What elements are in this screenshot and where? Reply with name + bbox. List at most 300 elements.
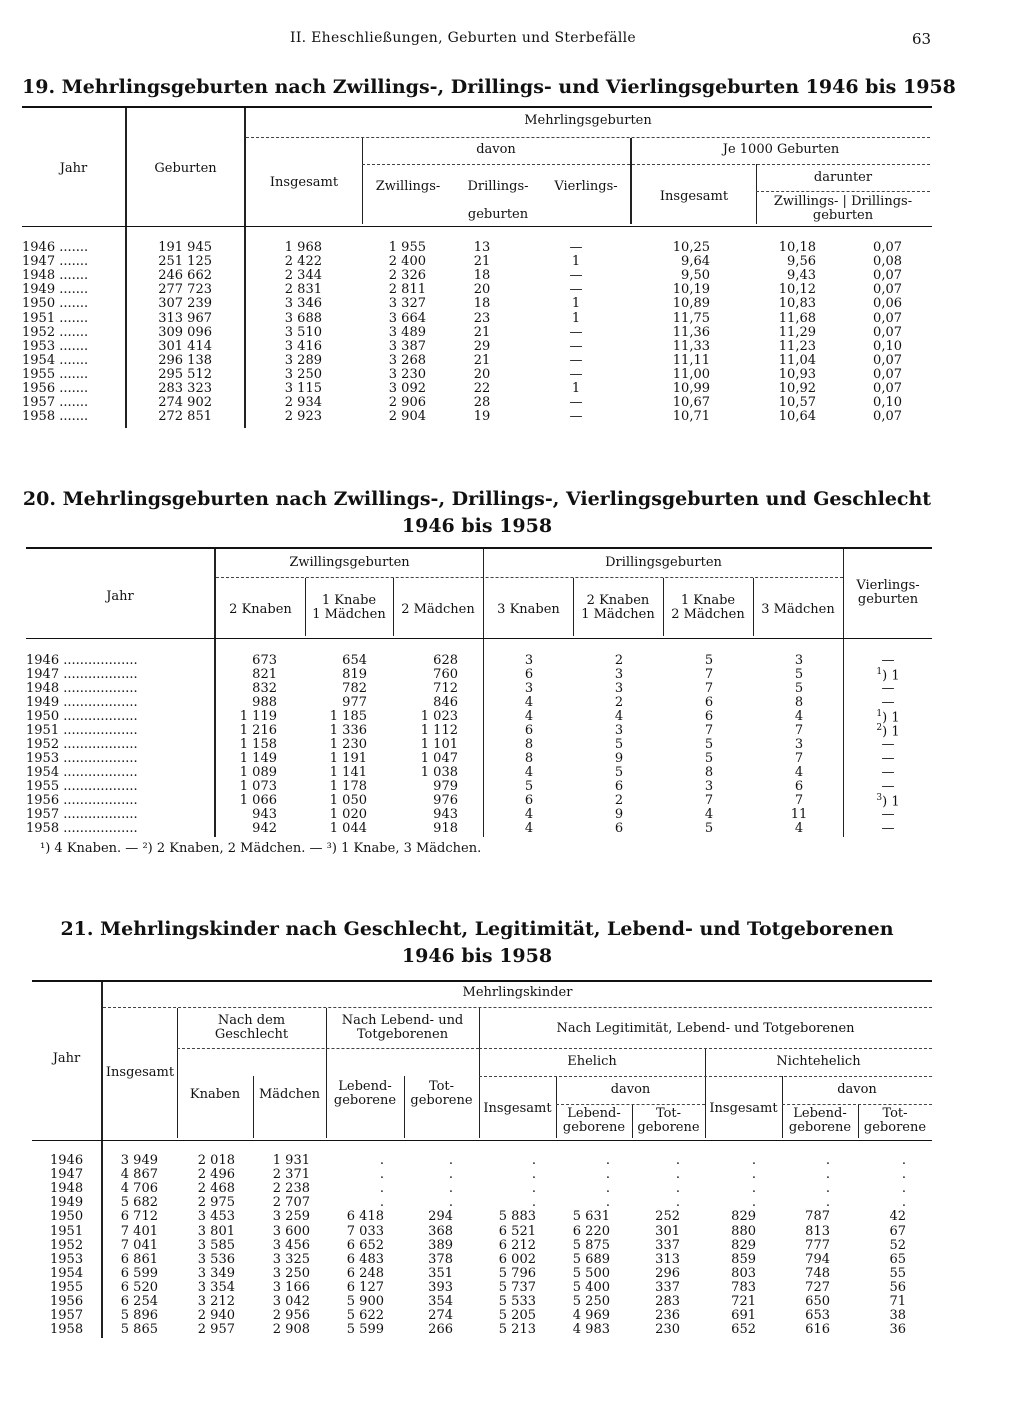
t21-cell: 6 220	[572, 1223, 610, 1239]
t19-h-vierlings: Vierlings-	[554, 179, 618, 194]
table-21-title-line2: 1946 bis 1958	[401, 945, 553, 967]
t21-h-nichtehelich: Nichtehelich	[776, 1054, 861, 1069]
t21-cell: .	[901, 1153, 906, 1168]
t21-h-davon-e: davon	[610, 1082, 651, 1097]
t19-cell: 18	[473, 268, 491, 284]
t20-year: 1958 ..................	[26, 821, 138, 836]
t21-h-knaben: Knaben	[189, 1087, 241, 1102]
t20-cell: 832	[252, 681, 277, 696]
t19-h-zwillings: Zwillings-	[375, 179, 441, 194]
t21-year: 1955	[50, 1279, 84, 1295]
t21-cell: 6 212	[498, 1237, 536, 1253]
t20-cell: 5	[704, 653, 714, 668]
t20-h-dr-2k1m-1: 2 Knaben	[586, 593, 650, 608]
t21-rule-5	[556, 1104, 705, 1105]
t19-cell: 2 422	[284, 254, 322, 270]
t21-cell: 313	[655, 1251, 680, 1267]
t21-cell: 2 956	[272, 1308, 310, 1324]
t19-year: 1954 .......	[22, 352, 89, 368]
t21-cell: .	[605, 1181, 610, 1197]
t21-rule-3	[479, 1048, 932, 1049]
t21-rule-6	[782, 1104, 932, 1105]
t19-cell: 29	[473, 338, 491, 354]
t20-cell: 7	[794, 723, 804, 738]
t19-year: 1950 .......	[22, 296, 89, 312]
t19-cell: 3 688	[284, 310, 322, 326]
t19-rule-1	[246, 137, 930, 138]
t21-cell: 3 585	[197, 1237, 235, 1253]
t20-cell: 1 185	[329, 709, 367, 724]
t19-cell: 11,68	[778, 310, 816, 326]
t21-cell: 337	[655, 1237, 680, 1253]
t21-cell: 368	[428, 1223, 453, 1239]
t21-cell: 6 127	[346, 1279, 384, 1295]
t20-cell: 782	[342, 681, 367, 696]
t20-h-vierlings: Vierlings-	[856, 578, 920, 593]
t20-cell: 5	[704, 737, 714, 752]
t20-vierlinge-value: ) 1	[882, 724, 900, 740]
t19-cell: 28	[473, 395, 491, 411]
t19-cell: 21	[473, 352, 491, 368]
t20-cell: 1 119	[239, 709, 277, 724]
t19-cell: 246 662	[158, 268, 212, 284]
t19-year: 1953 .......	[22, 338, 89, 354]
t20-cell: 3	[524, 653, 534, 668]
t21-cell: 294	[428, 1209, 453, 1225]
t19-rule-3	[632, 164, 930, 165]
t19-cell: 10,92	[778, 381, 816, 396]
t20-footnote: ¹) 4 Knaben. — ²) 2 Knaben, 2 Mädchen. — ³) 1 Knabe, 3 Mädchen.	[40, 841, 482, 856]
t19-cell: 3 387	[388, 338, 426, 354]
t20-cell: 1 047	[420, 751, 458, 766]
t21-cell: 2 707	[272, 1195, 310, 1211]
t19-cell: —	[569, 268, 583, 284]
t21-cell: 652	[731, 1322, 756, 1338]
t19-cell: 2 923	[284, 409, 322, 425]
t19-cell: 11,23	[778, 338, 816, 354]
t19-cell: 2 904	[388, 409, 426, 425]
t21-cell: 721	[731, 1294, 756, 1309]
t20-h-zw-mixed-2: 1 Mädchen	[312, 607, 386, 622]
t20-year: 1949 ..................	[26, 695, 138, 710]
t19-year: 1957 .......	[22, 395, 89, 411]
t21-cell: 813	[805, 1223, 830, 1239]
t21-h-insgesamt-e: Insgesamt	[483, 1101, 552, 1116]
t20-cell: 3	[794, 737, 804, 752]
t19-h-je1000: Je 1000 Geburten	[722, 142, 840, 157]
t20-h-zwillingsgeburten: Zwillingsgeburten	[289, 555, 410, 570]
t21-h-insgesamt: Insgesamt	[105, 1065, 175, 1080]
t21-cell: 2 371	[272, 1167, 310, 1183]
t21-h-tot-e-1: Tot-	[655, 1106, 682, 1121]
t20-cell: 4	[524, 709, 534, 724]
t21-cell: 3 166	[272, 1279, 310, 1295]
t19-cell: 21	[473, 254, 491, 270]
t19-cell: 10,99	[672, 381, 710, 396]
t19-cell: 0,07	[873, 268, 902, 284]
t20-cell: 5	[614, 765, 624, 780]
t21-cell: 6 002	[498, 1251, 536, 1267]
t21-cell: 794	[805, 1251, 830, 1267]
t21-cell: 650	[805, 1294, 830, 1309]
t21-cell: 5 631	[572, 1209, 610, 1225]
t20-cell: 7	[704, 667, 714, 682]
t20-h-drillingsgeburten: Drillingsgeburten	[605, 555, 722, 570]
t20-cell: 1 066	[239, 793, 277, 808]
t20-cell: 11	[790, 807, 808, 822]
t20-cell: 1 044	[329, 821, 367, 836]
t19-h-jahr: Jahr	[59, 161, 88, 176]
t21-cell: 296	[655, 1265, 680, 1281]
t19-year: 1951 .......	[22, 310, 89, 326]
t20-year: 1954 ..................	[26, 765, 138, 780]
t21-cell: .	[379, 1195, 384, 1211]
t19-cell: 0,07	[873, 409, 902, 425]
t19-cell: 13	[473, 240, 491, 255]
t20-cell: 1 178	[329, 779, 367, 794]
t21-cell: 2 018	[197, 1153, 235, 1168]
t19-cell: 251 125	[158, 254, 212, 270]
t21-cell: 6 712	[120, 1209, 158, 1225]
t21-cell: 5 900	[346, 1294, 384, 1309]
t21-h-lebend-2: geborene	[333, 1093, 397, 1108]
t19-cell: 2 326	[388, 268, 426, 284]
t20-cell: 5	[614, 737, 624, 752]
t19-cell: 11,75	[672, 310, 710, 326]
t19-cell: 10,18	[778, 240, 816, 255]
t21-cell: 727	[805, 1279, 830, 1295]
t21-rule-1	[103, 1007, 932, 1008]
t20-cell: 819	[342, 667, 367, 682]
t20-cell: 673	[252, 653, 277, 668]
t19-cell: 9,64	[681, 254, 710, 270]
t19-head-bottom-rule	[22, 226, 932, 227]
t21-year: 1956	[50, 1294, 84, 1309]
table-21-title-line1: 21. Mehrlingskinder nach Geschlecht, Legitimität, Lebend- und Totgeborenen	[60, 918, 894, 940]
t19-cell: 9,50	[681, 268, 710, 284]
t19-cell: 2 400	[388, 254, 426, 270]
t20-cell: 1 149	[239, 751, 277, 766]
t21-h-tot-n-1: Tot-	[882, 1106, 908, 1121]
t21-cell: 2 975	[197, 1195, 235, 1211]
t21-cell: 67	[889, 1223, 906, 1239]
t19-cell: 3 489	[388, 324, 426, 340]
t19-h-zw-dr: Zwillings- | Drillings-	[773, 194, 913, 209]
t19-year: 1946 .......	[22, 240, 89, 255]
t21-cell: 4 969	[572, 1308, 610, 1324]
t21-cell: 4 706	[120, 1181, 158, 1197]
t21-cell: 5 737	[498, 1279, 536, 1295]
t19-cell: —	[569, 282, 583, 298]
t21-cell: 378	[428, 1251, 453, 1267]
t21-year: 1952	[50, 1237, 84, 1253]
t21-cell: .	[675, 1181, 680, 1197]
t19-cell: 0,07	[873, 324, 902, 340]
t19-cell: 23	[473, 310, 491, 326]
t20-year: 1948 ..................	[26, 681, 138, 696]
t19-cell: 22	[473, 381, 491, 396]
t21-cell: 2 468	[197, 1181, 235, 1197]
t20-cell: 6	[524, 793, 534, 808]
t19-cell: 2 934	[284, 395, 322, 411]
t21-cell: 6 418	[346, 1209, 384, 1225]
t19-cell: 11,36	[672, 324, 710, 340]
t21-cell: 748	[805, 1265, 830, 1281]
t21-cell: .	[751, 1181, 756, 1197]
t19-cell: 0,10	[873, 338, 902, 354]
t20-cell: 7	[704, 793, 714, 808]
t21-cell: .	[901, 1167, 906, 1183]
t19-rule-2	[362, 164, 630, 165]
t19-cell: 20	[473, 366, 491, 382]
t21-cell: .	[379, 1181, 384, 1197]
t21-h-geschlecht-2: Geschlecht	[214, 1027, 289, 1042]
t21-year: 1953	[50, 1251, 84, 1267]
t21-cell: 3 801	[197, 1223, 235, 1239]
t20-cell: 2	[614, 793, 624, 808]
t21-cell: .	[751, 1195, 756, 1211]
t21-cell: 3 042	[272, 1294, 310, 1309]
t19-cell: 11,33	[672, 338, 710, 354]
t20-top-rule	[26, 547, 932, 549]
t21-cell: 1 931	[272, 1153, 310, 1168]
t21-cell: .	[825, 1195, 830, 1211]
t20-cell: 1 038	[420, 765, 458, 780]
t21-cell: 6 861	[120, 1251, 158, 1267]
t21-cell: 3 259	[272, 1209, 310, 1225]
t21-cell: 880	[731, 1223, 756, 1239]
t20-cell-vierlinge: —	[881, 653, 895, 668]
t19-cell: 1	[571, 296, 581, 312]
t20-h-dr-1k2m-1: 1 Knabe	[680, 593, 736, 608]
t21-cell: 230	[655, 1322, 680, 1338]
t19-cell: 3 092	[388, 381, 426, 396]
t20-cell: 9	[614, 807, 624, 822]
t19-cell: 10,93	[778, 366, 816, 382]
t21-cell: .	[605, 1167, 610, 1183]
t21-cell: 393	[428, 1279, 453, 1295]
t20-cell: 8	[794, 695, 804, 710]
t21-h-mehrlingskinder: Mehrlingskinder	[462, 985, 573, 1000]
t20-h-dr-3knaben: 3 Knaben	[497, 602, 560, 617]
t19-cell: 10,89	[672, 296, 710, 312]
t20-cell: 5	[704, 751, 714, 766]
t21-cell: .	[901, 1181, 906, 1197]
t20-vierlinge-value: ) 1	[882, 710, 900, 726]
t21-cell: 829	[731, 1209, 756, 1225]
t20-cell: 7	[704, 681, 714, 696]
t21-year: 1950	[50, 1209, 84, 1225]
t21-cell: .	[825, 1181, 830, 1197]
t21-h-insgesamt-n: Insgesamt	[709, 1101, 778, 1116]
t19-cell: —	[569, 240, 583, 255]
t20-cell: 1 112	[420, 723, 458, 738]
t19-cell: 19	[473, 409, 491, 425]
t19-cell: 0,07	[873, 282, 902, 298]
t20-cell: 3	[614, 667, 624, 682]
t20-cell: 4	[524, 695, 534, 710]
t21-cell: 283	[655, 1294, 680, 1309]
t20-cell-vierlinge: —	[881, 807, 895, 822]
t20-h-dr-2k1m-2: 1 Mädchen	[581, 607, 655, 622]
t20-vline-zw	[483, 549, 484, 837]
t21-cell: 5 213	[498, 1322, 536, 1338]
t21-cell: 5 883	[498, 1209, 536, 1225]
t21-cell: 5 896	[120, 1308, 158, 1324]
t19-cell: —	[569, 352, 583, 368]
t20-cell: 1 089	[239, 765, 277, 780]
t21-cell: .	[605, 1195, 610, 1211]
t21-rule-2	[177, 1048, 479, 1049]
t19-cell: 11,04	[778, 352, 816, 368]
t21-cell: 3 354	[197, 1279, 235, 1295]
t19-cell: 3 268	[388, 352, 426, 368]
t21-cell: 5 689	[572, 1251, 610, 1267]
t20-h-dr-1k2m-2: 2 Mädchen	[671, 607, 745, 622]
t20-cell: 654	[342, 653, 367, 668]
t21-h-legit: Nach Legitimität, Lebend- und Totgeborenen	[556, 1021, 855, 1036]
t20-cell: 1 020	[329, 807, 367, 822]
t21-cell: 803	[731, 1265, 756, 1281]
t19-cell: 3 416	[284, 338, 322, 354]
t19-year: 1955 .......	[22, 366, 89, 382]
t21-cell: 3 536	[197, 1251, 235, 1267]
t19-cell: 3 289	[284, 352, 322, 368]
t21-cell: 71	[889, 1294, 906, 1309]
t20-footnote-marker: 3	[876, 793, 883, 803]
t20-cell: 4	[794, 709, 804, 724]
table-20-title-line1: 20. Mehrlingsgeburten nach Zwillings-, Drillings-, Vierlingsgeburten und Geschlecht	[22, 488, 932, 510]
t19-cell: 18	[473, 296, 491, 312]
t20-cell: 6	[704, 695, 714, 710]
t21-cell: 4 983	[572, 1322, 610, 1338]
t19-cell: 307 239	[158, 296, 212, 312]
t20-rule-1	[216, 577, 843, 578]
t20-h-zw-2maedchen: 2 Mädchen	[401, 602, 475, 617]
t19-vline-geburten	[244, 108, 246, 428]
t19-cell: 20	[473, 282, 491, 298]
t21-h-lebend-e-1: Lebend-	[567, 1106, 621, 1121]
t19-cell: 10,57	[778, 395, 816, 411]
table-19-title: 19. Mehrlingsgeburten nach Zwillings-, Drillings- und Vierlingsgeburten 1946 bis 1958	[22, 76, 956, 98]
t19-cell: 2 344	[284, 268, 322, 284]
t21-cell: 5 250	[572, 1294, 610, 1309]
t20-cell: 3	[614, 681, 624, 696]
t20-year: 1946 ..................	[26, 653, 138, 668]
t21-h-lebend-e-2: geborene	[562, 1120, 626, 1135]
t21-cell: 252	[655, 1209, 680, 1225]
t19-cell: 3 115	[284, 381, 322, 396]
t20-cell: 988	[252, 695, 277, 710]
t19-cell: 9,56	[787, 254, 816, 270]
t21-cell: 3 349	[197, 1265, 235, 1281]
t19-cell: 3 664	[388, 310, 426, 326]
t21-year: 1946	[50, 1153, 84, 1168]
t21-cell: 6 520	[120, 1279, 158, 1295]
t21-cell: 691	[731, 1308, 756, 1324]
t21-cell: .	[531, 1181, 536, 1197]
t21-year: 1957	[50, 1308, 84, 1324]
t19-top-rule	[22, 106, 932, 108]
t21-cell: 5 205	[498, 1308, 536, 1324]
t21-cell: 7 401	[120, 1223, 158, 1239]
t20-h-zw-mixed-1: 1 Knabe	[321, 593, 377, 608]
t21-cell: .	[825, 1167, 830, 1183]
t21-year: 1947	[50, 1167, 84, 1183]
t20-cell: 1 050	[329, 793, 367, 808]
t20-cell-vierlinge: —	[881, 737, 895, 752]
t20-year: 1951 ..................	[26, 723, 138, 738]
t19-cell: 0,06	[873, 296, 902, 312]
t20-h-zw-2knaben: 2 Knaben	[229, 602, 292, 617]
t20-year: 1952 ..................	[26, 737, 138, 752]
t20-cell: 2	[614, 695, 624, 710]
t21-h-lebend-group-2: Totgeborenen	[356, 1027, 449, 1042]
t20-cell: 1 141	[329, 765, 367, 780]
t19-cell: 313 967	[158, 310, 212, 326]
t20-cell: 943	[433, 807, 458, 822]
t20-cell: 821	[252, 667, 277, 682]
t20-cell: 6	[524, 667, 534, 682]
running-head: II. Eheschließungen, Geburten und Sterbefälle	[290, 30, 636, 46]
t19-h-davon: davon	[476, 142, 516, 157]
t19-year: 1947 .......	[22, 254, 89, 270]
t20-cell-vierlinge: —	[881, 765, 895, 780]
t21-cell: .	[675, 1153, 680, 1168]
t19-year: 1948 .......	[22, 268, 89, 284]
t20-cell-vierlinge: —	[881, 779, 895, 794]
t21-cell: .	[379, 1167, 384, 1183]
t19-cell: 0,07	[873, 310, 902, 326]
t20-cell: 6	[524, 723, 534, 738]
t20-year: 1953 ..................	[26, 751, 138, 766]
t19-cell: —	[569, 324, 583, 340]
t21-h-lebend-group-1: Nach Lebend- und	[341, 1013, 464, 1028]
t20-cell: 4	[614, 709, 624, 724]
t21-cell: 2 238	[272, 1181, 310, 1197]
t21-cell: 274	[428, 1308, 453, 1324]
t19-cell: 10,71	[672, 409, 710, 425]
t21-h-tot-n-2: geborene	[863, 1120, 927, 1135]
t21-cell: 3 250	[272, 1265, 310, 1281]
t20-cell: 1 073	[239, 779, 277, 794]
t21-cell: 787	[805, 1209, 830, 1225]
t21-cell: .	[751, 1153, 756, 1168]
t21-cell: 3 325	[272, 1251, 310, 1267]
t21-cell: 777	[805, 1237, 830, 1253]
t20-cell: 3	[614, 723, 624, 738]
t21-cell: 829	[731, 1237, 756, 1253]
t21-cell: 301	[655, 1223, 680, 1239]
t20-cell: 4	[794, 765, 804, 780]
t20-cell: 8	[524, 737, 534, 752]
t20-vierlinge-value: ) 1	[882, 794, 900, 810]
t19-cell: 10,64	[778, 409, 816, 425]
t20-cell: 7	[794, 751, 804, 766]
t21-h-tot-1: Tot-	[428, 1079, 455, 1094]
t21-cell: 783	[731, 1279, 756, 1295]
t20-cell: 5	[524, 779, 534, 794]
t21-h-lebend-1: Lebend-	[338, 1079, 392, 1094]
t21-cell: 3 453	[197, 1209, 235, 1225]
t19-cell: 1	[571, 381, 581, 396]
t21-year: 1958	[50, 1322, 84, 1338]
t21-top-rule	[32, 980, 932, 982]
t19-cell: 10,25	[672, 240, 710, 255]
t21-h-geschlecht-1: Nach dem	[217, 1013, 286, 1028]
t21-cell: 859	[731, 1251, 756, 1267]
t21-h-lebend-n-1: Lebend-	[793, 1106, 847, 1121]
